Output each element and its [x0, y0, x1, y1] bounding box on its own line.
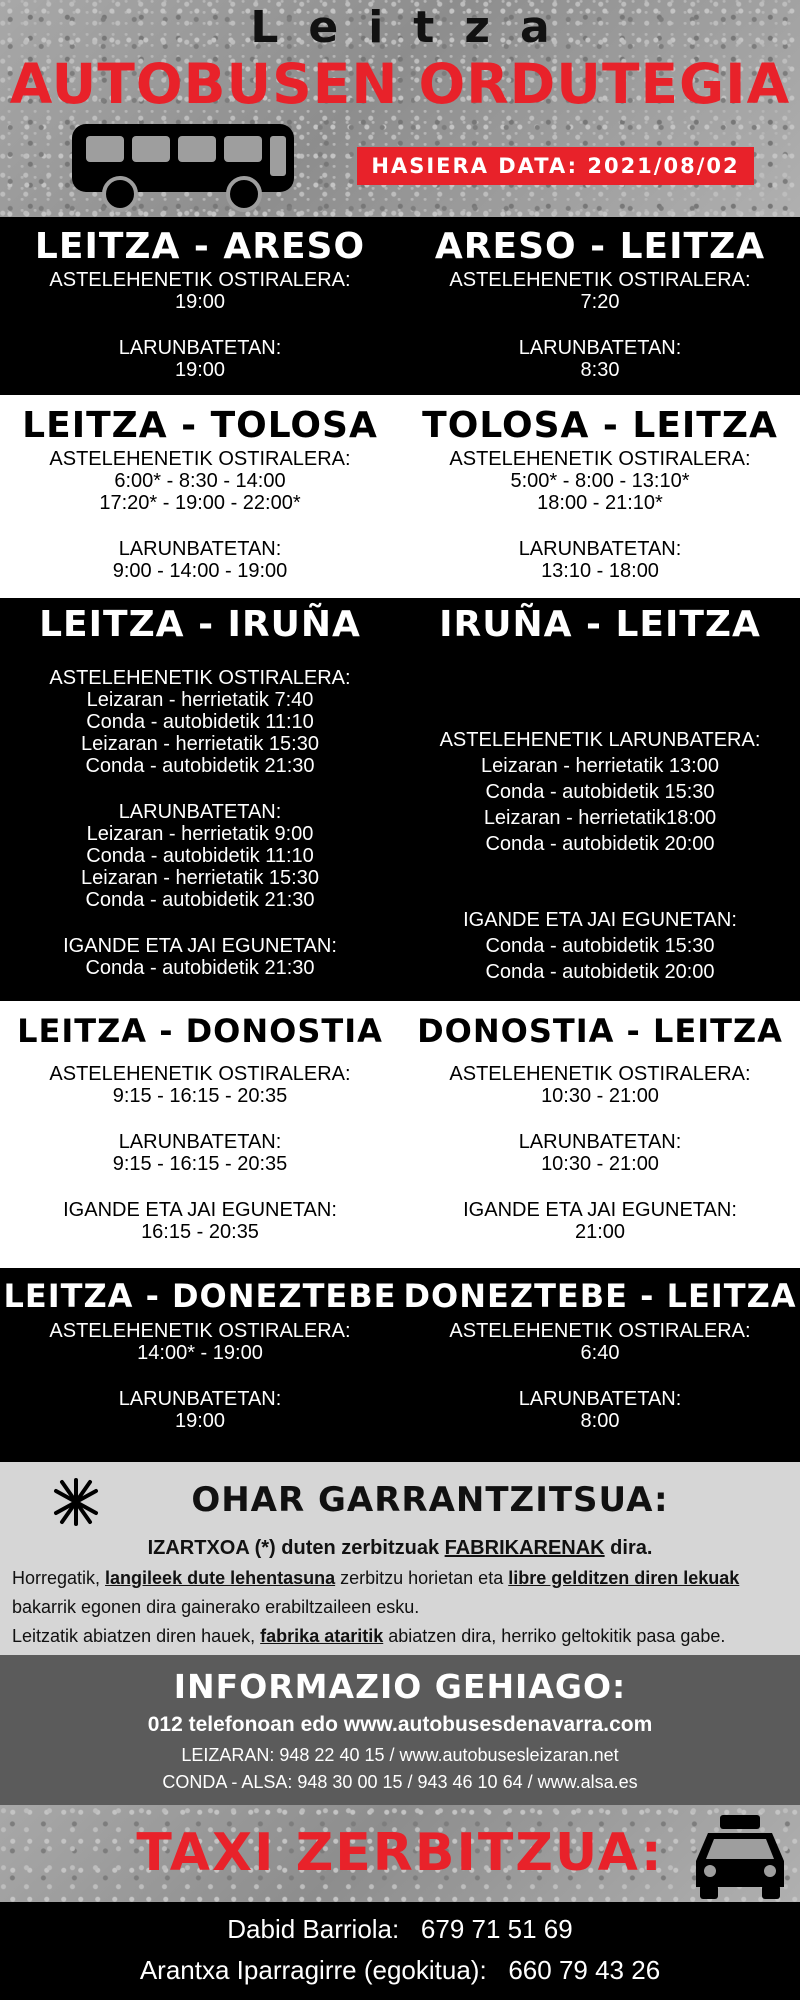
taxi-icon: [690, 1813, 790, 1901]
schedule-times: 10:30 - 21:00: [541, 1085, 659, 1107]
schedule-heading: LARUNBATETAN:: [118, 538, 282, 560]
more-info: [0, 1655, 800, 1805]
schedule-times: Conda - autobidetik 21:30: [85, 889, 315, 911]
note-paragraph: [12, 1622, 800, 1651]
note-text: Leitzatik abiatzen diren hauek,: [12, 1626, 261, 1646]
schedule-times: Conda - autobidetik 15:30: [485, 935, 715, 957]
schedule-times: Leizaran - herrietatik 9:00: [86, 823, 314, 845]
note-emphasis: fabrika ataritik: [260, 1626, 384, 1646]
info-conda: CONDA - ALSA: 948 30 00 15 / 943 46 10 64 / www.alsa.es: [162, 1772, 638, 1792]
route-title: TOLOSA - LEITZA: [422, 405, 778, 446]
bus-icon: [68, 120, 298, 212]
schedule-times: 17:20* - 19:00 - 22:00*: [99, 492, 301, 514]
schedule-times: Leizaran - herrietatik 13:00: [481, 755, 719, 777]
schedule-times: Conda - autobidetik 11:10: [86, 845, 314, 867]
schedule-heading: ASTELEHENETIK OSTIRALERA:: [49, 1063, 351, 1085]
schedule-times: 9:15 - 16:15 - 20:35: [112, 1085, 288, 1107]
schedule-times: Leizaran - herrietatik 7:40: [86, 689, 314, 711]
taxi-contact: Dabid Barriola: 679 71 51 69: [227, 1914, 573, 1944]
route-section-donostia: [0, 1001, 800, 1268]
route-title: LEITZA - DONEZTEBE: [3, 1277, 397, 1315]
route-outbound: [0, 395, 400, 598]
route-return: [400, 1001, 800, 1268]
schedule-heading: ASTELEHENETIK LARUNBATERA:: [439, 729, 761, 751]
schedule-times: Leizaran - herrietatik18:00: [483, 807, 717, 829]
schedule-heading: LARUNBATETAN:: [518, 1131, 682, 1153]
route-section-tolosa: [0, 395, 800, 598]
schedule: [400, 448, 800, 582]
schedule-times: 16:15 - 20:35: [141, 1221, 259, 1243]
schedule-heading: ASTELEHENETIK OSTIRALERA:: [449, 1320, 751, 1342]
schedule-times: Conda - autobidetik 20:00: [485, 833, 715, 855]
note-headline: [0, 1537, 800, 1560]
schedule-times: 19:00: [174, 359, 226, 381]
route-title: DONEZTEBE - LEITZA: [403, 1277, 797, 1315]
schedule-times: 5:00* - 8:00 - 13:10*: [510, 470, 690, 492]
schedule-heading: LARUNBATETAN:: [118, 801, 282, 823]
schedule-heading: ASTELEHENETIK OSTIRALERA:: [449, 448, 751, 470]
note-text: zerbitzu horietan eta: [335, 1568, 509, 1588]
schedule: [400, 269, 800, 381]
schedule-heading: LARUNBATETAN:: [118, 337, 282, 359]
schedule-times: 8:30: [580, 359, 620, 381]
taxi-banner: [0, 1805, 800, 1902]
schedule-times: Conda - autobidetik 11:10: [86, 711, 314, 733]
route-title: ARESO - LEITZA: [434, 226, 766, 267]
schedule-heading: ASTELEHENETIK OSTIRALERA:: [449, 1063, 751, 1085]
route-title: LEITZA - DONOSTIA: [17, 1012, 383, 1050]
schedule-times: Conda - autobidetik 20:00: [485, 961, 715, 983]
note-paragraph: [12, 1564, 800, 1593]
taxi-title: TAXI ZERBITZUA:: [136, 1823, 664, 1883]
taxi-contact: Arantxa Iparragirre (egokitua): 660 79 43 26: [139, 1955, 661, 1985]
schedule-times: 10:30 - 21:00: [541, 1153, 659, 1175]
schedule-heading: IGANDE ETA JAI EGUNETAN:: [63, 935, 337, 957]
route-outbound: [0, 217, 400, 395]
note-emphasis: FABRIKARENAK: [444, 1537, 605, 1559]
start-date-badge: HASIERA DATA: 2021/08/02: [357, 147, 754, 185]
note-text: Horregatik,: [12, 1568, 106, 1588]
schedule-heading: ASTELEHENETIK OSTIRALERA:: [49, 667, 351, 689]
route-section-areso: [0, 217, 800, 395]
schedule-times: 9:00 - 14:00 - 19:00: [112, 560, 288, 582]
note-body: [12, 1564, 800, 1651]
schedule-times: 19:00: [174, 1410, 226, 1432]
note-text: dira.: [604, 1537, 653, 1559]
route-section-doneztebe: [0, 1268, 800, 1462]
schedule: [0, 1320, 400, 1432]
schedule-heading: IGANDE ETA JAI EGUNETAN:: [463, 1199, 737, 1221]
schedule: [0, 448, 400, 582]
schedule: [0, 667, 400, 979]
schedule-times: 7:20: [580, 291, 620, 313]
route-title: IRUÑA - LEITZA: [439, 604, 761, 645]
schedule-times: 8:00: [580, 1410, 620, 1432]
schedule-times: 14:00* - 19:00: [137, 1342, 263, 1364]
schedule-times: 21:00: [574, 1221, 626, 1243]
schedule-times: 6:00* - 8:30 - 14:00: [114, 470, 286, 492]
schedule-heading: LARUNBATETAN:: [518, 538, 682, 560]
schedule-times: Conda - autobidetik 15:30: [485, 781, 715, 803]
schedule-times: 19:00: [174, 291, 226, 313]
route-outbound: [0, 1268, 400, 1462]
route-return: [400, 598, 800, 1001]
note-paragraph: bakarrik egonen dira gainerako erabiltzaileen esku.: [12, 1597, 420, 1617]
schedule-heading: LARUNBATETAN:: [518, 1388, 682, 1410]
info-leizaran: LEIZARAN: 948 22 40 15 / www.autobusesleizaran.net: [181, 1745, 619, 1765]
route-title: LEITZA - TOLOSA: [22, 405, 378, 446]
route-outbound: [0, 598, 400, 1001]
route-return: [400, 1268, 800, 1462]
info-title: INFORMAZIO GEHIAGO:: [173, 1667, 627, 1706]
schedule: [0, 1063, 400, 1243]
schedule: [400, 1320, 800, 1432]
route-section-iruna: [0, 598, 800, 1001]
schedule-heading: LARUNBATETAN:: [118, 1131, 282, 1153]
schedule-heading: IGANDE ETA JAI EGUNETAN:: [463, 909, 737, 931]
schedule-heading: ASTELEHENETIK OSTIRALERA:: [49, 448, 351, 470]
schedule-times: Conda - autobidetik 21:30: [85, 957, 315, 979]
route-title: DONOSTIA - LEITZA: [417, 1012, 783, 1050]
route-title: LEITZA - ARESO: [34, 226, 366, 267]
schedule-times: Leizaran - herrietatik 15:30: [81, 733, 319, 755]
important-note: [0, 1462, 800, 1655]
header-banner: [0, 0, 800, 217]
schedule-times: Conda - autobidetik 21:30: [85, 755, 315, 777]
note-emphasis: libre gelditzen diren lekuak: [508, 1568, 740, 1588]
schedule-heading: LARUNBATETAN:: [118, 1388, 282, 1410]
note-text: abiatzen dira, herriko geltokitik pasa gabe.: [383, 1626, 726, 1646]
note-title: OHAR GARRANTZITSUA:: [191, 1480, 669, 1520]
schedule: [400, 727, 800, 985]
schedule-heading: LARUNBATETAN:: [518, 337, 682, 359]
schedule-heading: ASTELEHENETIK OSTIRALERA:: [49, 269, 351, 291]
route-outbound: [0, 1001, 400, 1268]
schedule: [0, 269, 400, 381]
note-emphasis: langileek dute lehentasuna: [105, 1568, 336, 1588]
schedule-times: 6:40: [580, 1342, 620, 1364]
route-return: [400, 395, 800, 598]
schedule-times: 9:15 - 16:15 - 20:35: [112, 1153, 288, 1175]
schedule-times: 18:00 - 21:10*: [537, 492, 663, 514]
schedule-heading: ASTELEHENETIK OSTIRALERA:: [449, 269, 751, 291]
schedule-heading: IGANDE ETA JAI EGUNETAN:: [63, 1199, 337, 1221]
schedule-times: 13:10 - 18:00: [541, 560, 659, 582]
page-title: AUTOBUSEN ORDUTEGIA: [9, 52, 791, 116]
schedule-times: Leizaran - herrietatik 15:30: [81, 867, 319, 889]
route-title: LEITZA - IRUÑA: [39, 604, 361, 645]
info-phone: 012 telefonoan edo www.autobusesdenavarra.com: [147, 1713, 653, 1736]
town-title: Leitza: [250, 2, 580, 53]
route-return: [400, 217, 800, 395]
schedule-heading: ASTELEHENETIK OSTIRALERA:: [49, 1320, 351, 1342]
taxi-contacts: [0, 1902, 800, 2000]
schedule: [400, 1063, 800, 1243]
note-text: IZARTXOA (*) duten zerbitzuak: [147, 1537, 445, 1559]
